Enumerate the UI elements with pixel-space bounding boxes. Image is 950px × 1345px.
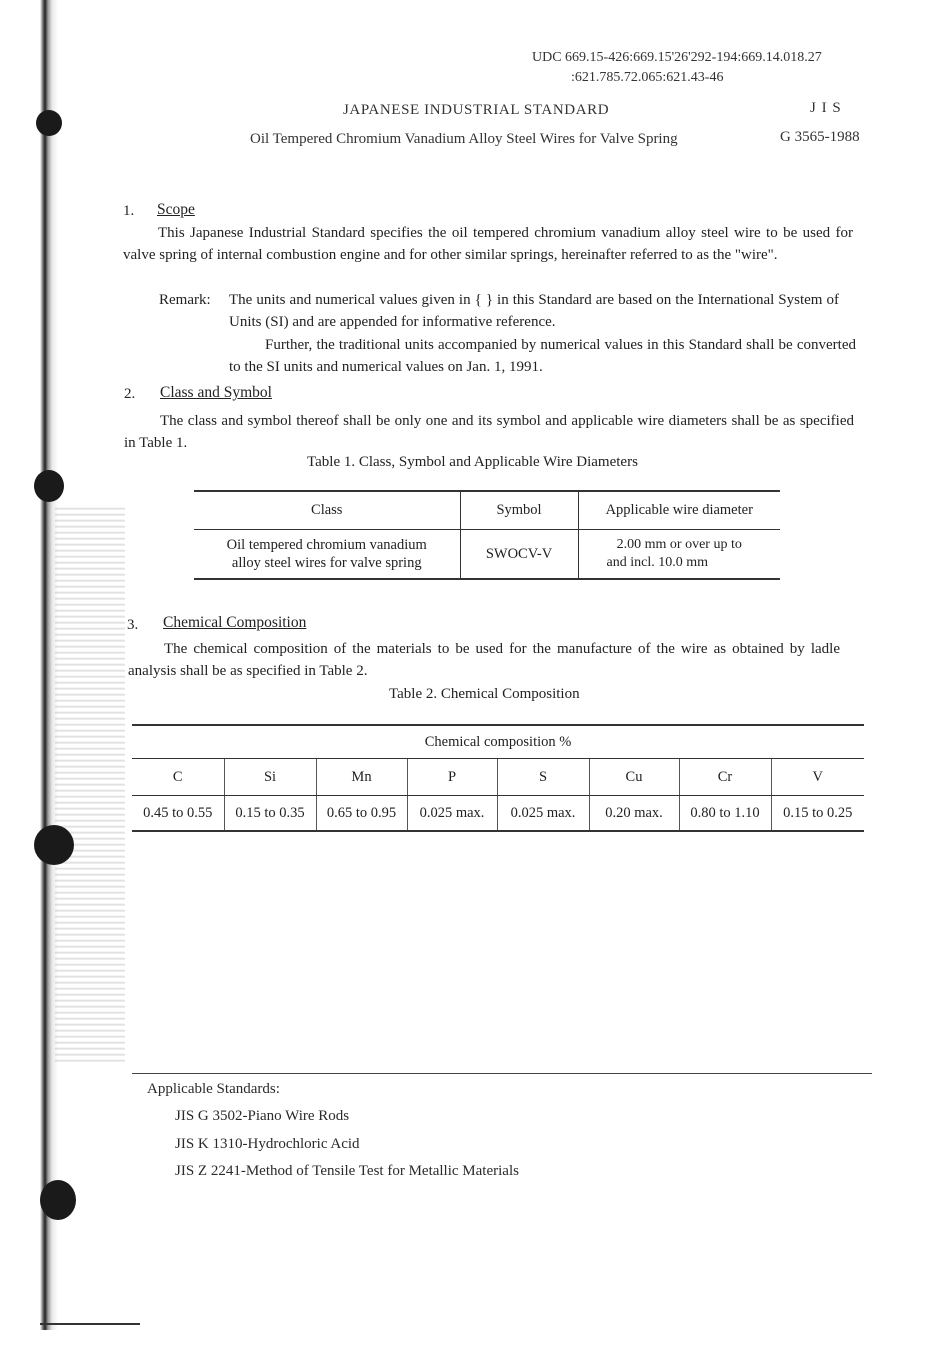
element-value: 0.80 to 1.10 [679,796,771,832]
punch-hole-top [36,110,62,136]
table-2 [132,724,864,832]
element-header: Mn [316,759,407,796]
list-item: JIS Z 2241-Method of Tensile Test for Metallic Materials [175,1163,519,1179]
table-1 [194,490,780,580]
section-2-title: Class and Symbol [160,384,272,401]
table-2-group-row [132,725,864,759]
element-value: 0.15 to 0.25 [771,796,864,832]
punch-hole-upper [34,470,64,502]
standards-separator [132,1073,872,1074]
udc-line-2: :621.785.72.065:621.43-46 [571,70,724,85]
remark-label: Remark: [159,292,211,308]
list-item: JIS G 3502-Piano Wire Rods [175,1108,350,1124]
document-title: Oil Tempered Chromium Vanadium Alloy Steel Wires for Valve Spring [250,131,678,147]
element-header: Si [224,759,316,796]
element-header: Cr [679,759,771,796]
element-header: Cu [589,759,679,796]
element-value: 0.025 max. [497,796,589,832]
class-line-2: alloy steel wires for valve spring [231,555,422,571]
list-item: JIS K 1310-Hydrochloric Acid [175,1136,360,1152]
table-row [194,530,780,580]
section-1-title: Scope [157,201,195,218]
section-3-number: 3. [127,617,139,633]
standard-name: JAPANESE INDUSTRIAL STANDARD [343,102,610,118]
table-1-diameter-cell [578,530,780,580]
bottom-rule [40,1323,140,1325]
section-1-number: 1. [123,203,135,219]
punch-hole-middle [34,825,74,865]
binding-edge [30,0,58,1330]
diameter-line-1: 2.00 mm or over up to [616,537,742,552]
section-2-body: The class and symbol thereof shall be only one and its symbol and applicable wire diameters shall be as specified in Table 1. [124,413,854,451]
table-1-class-cell [194,530,460,580]
applicable-standards-heading: Applicable Standards: [147,1081,280,1097]
punch-hole-lower [40,1180,76,1220]
scan-noise [55,505,125,1065]
element-header: V [771,759,864,796]
element-header: S [497,759,589,796]
standard-code: G 3565-1988 [780,129,860,145]
table-1-header-row [194,491,780,530]
table-1-header-diameter: Applicable wire diameter [605,502,753,518]
element-value: 0.15 to 0.35 [224,796,316,832]
standard-abbr: J I S [810,100,842,116]
table-2-group-header: Chemical composition % [132,725,864,759]
remark-text: The units and numerical values given in { } in this Standard are based on the International System of Units (SI) and are appended for informative reference. [229,292,839,330]
udc-line-1: UDC 669.15-426:669.15'26'292-194:669.14.018.27 [532,50,822,65]
diameter-line-2: and incl. 10.0 mm [606,555,708,570]
remark-text-2: Further, the traditional units accompanied by numerical values in this Standard shall be converted to the SI units and numerical values on Jan. 1, 1991. [229,337,856,375]
section-2-number: 2. [124,386,136,402]
table-1-symbol-cell: SWOCV-V [460,530,578,580]
table-2-caption: Table 2. Chemical Composition [389,686,580,702]
table-row [132,796,864,832]
element-value: 0.65 to 0.95 [316,796,407,832]
table-1-header-symbol: Symbol [460,491,578,530]
element-header: P [407,759,497,796]
element-value: 0.45 to 0.55 [132,796,224,832]
class-line-1: Oil tempered chromium vanadium [226,537,427,553]
element-header: C [132,759,224,796]
section-3-title: Chemical Composition [163,614,307,631]
table-1-caption: Table 1. Class, Symbol and Applicable Wire Diameters [307,454,638,470]
section-1-body: This Japanese Industrial Standard specifies the oil tempered chromium vanadium alloy steel wire to be used for valve spring of internal combustion engine and for other similar springs, hereinafter referred to as the "wire". [123,225,853,263]
element-value: 0.025 max. [407,796,497,832]
element-value: 0.20 max. [589,796,679,832]
table-1-header-class: Class [194,491,460,530]
table-2-element-row [132,759,864,796]
section-3-body: The chemical composition of the materials to be used for the manufacture of the wire as obtained by ladle analysis shall be as specified in Table 2. [128,641,840,679]
